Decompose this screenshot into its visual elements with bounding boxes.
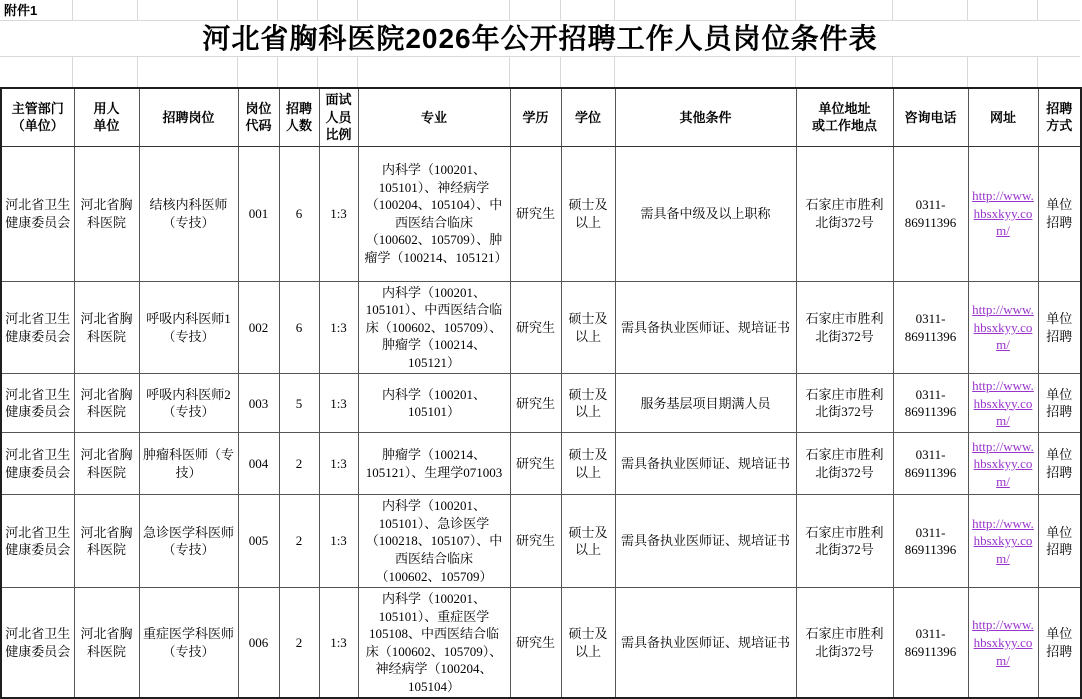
cell-address: 石家庄市胜利北街372号 (796, 588, 893, 699)
cell-employer: 河北省胸科医院 (74, 588, 139, 699)
table-row (1, 146, 1081, 281)
cell-other-requirements: 需具备执业医师证、规培证书 (615, 588, 796, 699)
cell-degree: 硕士及以上 (561, 433, 615, 495)
table-row (1, 588, 1081, 699)
cell-employer: 河北省胸科医院 (74, 374, 139, 433)
header-education: 学历 (510, 88, 561, 146)
cell-degree: 硕士及以上 (561, 281, 615, 374)
cell-supervising-department: 河北省卫生健康委员会 (1, 433, 74, 495)
header-row (1, 88, 1081, 146)
cell-supervising-department: 河北省卫生健康委员会 (1, 146, 74, 281)
cell-address: 石家庄市胜利北街372号 (796, 281, 893, 374)
cell-position: 呼吸内科医师1（专技） (139, 281, 238, 374)
cell-supervising-department: 河北省卫生健康委员会 (1, 374, 74, 433)
cell-phone: 0311-86911396 (893, 281, 968, 374)
cell-code: 005 (238, 495, 279, 588)
cell-major: 内科学（100201、105101） (358, 374, 510, 433)
cell-education: 研究生 (510, 433, 561, 495)
cell-address: 石家庄市胜利北街372号 (796, 495, 893, 588)
table-row (1, 433, 1081, 495)
website-link[interactable]: http://www.hbsxkyy.com/ (972, 438, 1034, 489)
cell-education: 研究生 (510, 374, 561, 433)
header-interview-ratio: 面试 人员 比例 (319, 88, 358, 146)
cell-major: 内科学（100201、105101）、急诊医学（100218、105107）、中西医结合临床（100602、105709） (358, 495, 510, 588)
cell-other-requirements: 需具备执业医师证、规培证书 (615, 433, 796, 495)
header-degree: 学位 (561, 88, 615, 146)
cell-major: 内科学（100201、105101）、神经病学（100204、105104）、中西医结合临床（100602、105709）、肿瘤学（100214、105121） (358, 146, 510, 281)
cell-major: 内科学（100201、105101）、中西医结合临床（100602、105709）、肿瘤学（100214、105121） (358, 281, 510, 374)
cell-other-requirements: 需具备中级及以上职称 (615, 146, 796, 281)
cell-phone: 0311-86911396 (893, 433, 968, 495)
header-supervising-department: 主管部门 （单位） (1, 88, 74, 146)
cell-employer: 河北省胸科医院 (74, 433, 139, 495)
cell-code: 003 (238, 374, 279, 433)
cell-employer: 河北省胸科医院 (74, 495, 139, 588)
cell-website (968, 433, 1038, 495)
cell-headcount: 2 (279, 433, 319, 495)
cell-position: 肿瘤科医师（专技） (139, 433, 238, 495)
cell-recruit-method: 单位招聘 (1038, 146, 1081, 281)
cell-supervising-department: 河北省卫生健康委员会 (1, 281, 74, 374)
cell-recruit-method: 单位招聘 (1038, 433, 1081, 495)
header-headcount: 招聘 人数 (279, 88, 319, 146)
header-position: 招聘岗位 (139, 88, 238, 146)
cell-headcount: 6 (279, 281, 319, 374)
cell-code: 001 (238, 146, 279, 281)
cell-website (968, 495, 1038, 588)
cell-major: 内科学（100201、105101）、重症医学105108、中西医结合临床（100602、105709）、神经病学（100204、105104） (358, 588, 510, 699)
cell-recruit-method: 单位招聘 (1038, 495, 1081, 588)
page-title: 河北省胸科医院2026年公开招聘工作人员岗位条件表 (0, 20, 1080, 57)
cell-interview-ratio: 1:3 (319, 433, 358, 495)
website-link[interactable]: http://www.hbsxkyy.com/ (972, 515, 1034, 567)
gridlines-above-table (0, 56, 1080, 87)
cell-other-requirements: 需具备执业医师证、规培证书 (615, 281, 796, 374)
cell-degree: 硕士及以上 (561, 374, 615, 433)
cell-position: 呼吸内科医师2（专技） (139, 374, 238, 433)
cell-recruit-method: 单位招聘 (1038, 281, 1081, 374)
cell-supervising-department: 河北省卫生健康委员会 (1, 588, 74, 699)
website-link[interactable]: http://www.hbsxkyy.com/ (972, 617, 1034, 668)
cell-website (968, 374, 1038, 433)
cell-supervising-department: 河北省卫生健康委员会 (1, 495, 74, 588)
cell-position: 重症医学科医师（专技） (139, 588, 238, 699)
header-employer: 用人 单位 (74, 88, 139, 146)
cell-recruit-method: 单位招聘 (1038, 588, 1081, 699)
cell-degree: 硕士及以上 (561, 146, 615, 281)
cell-education: 研究生 (510, 281, 561, 374)
header-major: 专业 (358, 88, 510, 146)
cell-degree: 硕士及以上 (561, 495, 615, 588)
cell-address: 石家庄市胜利北街372号 (796, 374, 893, 433)
header-other-requirements: 其他条件 (615, 88, 796, 146)
header-address: 单位地址 或工作地点 (796, 88, 893, 146)
cell-headcount: 2 (279, 588, 319, 699)
header-code: 岗位 代码 (238, 88, 279, 146)
cell-website (968, 281, 1038, 374)
header-website: 网址 (968, 88, 1038, 146)
website-link[interactable]: http://www.hbsxkyy.com/ (972, 188, 1034, 239)
cell-interview-ratio: 1:3 (319, 495, 358, 588)
cell-code: 002 (238, 281, 279, 374)
cell-address: 石家庄市胜利北街372号 (796, 433, 893, 495)
cell-employer: 河北省胸科医院 (74, 146, 139, 281)
cell-other-requirements: 服务基层项目期满人员 (615, 374, 796, 433)
cell-interview-ratio: 1:3 (319, 374, 358, 433)
cell-website (968, 588, 1038, 699)
positions-table (0, 87, 1082, 699)
cell-phone: 0311-86911396 (893, 146, 968, 281)
table-row (1, 281, 1081, 374)
table-row (1, 495, 1081, 588)
website-link[interactable]: http://www.hbsxkyy.com/ (972, 378, 1034, 429)
website-link[interactable]: http://www.hbsxkyy.com/ (972, 302, 1034, 353)
header-phone: 咨询电话 (893, 88, 968, 146)
cell-other-requirements: 需具备执业医师证、规培证书 (615, 495, 796, 588)
cell-employer: 河北省胸科医院 (74, 281, 139, 374)
cell-code: 004 (238, 433, 279, 495)
attachment-label: 附件1 (4, 3, 38, 18)
cell-phone: 0311-86911396 (893, 588, 968, 699)
cell-education: 研究生 (510, 495, 561, 588)
cell-address: 石家庄市胜利北街372号 (796, 146, 893, 281)
cell-phone: 0311-86911396 (893, 495, 968, 588)
cell-interview-ratio: 1:3 (319, 588, 358, 699)
cell-education: 研究生 (510, 588, 561, 699)
cell-education: 研究生 (510, 146, 561, 281)
cell-major: 肿瘤学（100214、105121）、生理学071003 (358, 433, 510, 495)
gridlines-top (0, 0, 1080, 21)
cell-website (968, 146, 1038, 281)
cell-headcount: 5 (279, 374, 319, 433)
cell-phone: 0311-86911396 (893, 374, 968, 433)
cell-interview-ratio: 1:3 (319, 146, 358, 281)
cell-headcount: 6 (279, 146, 319, 281)
cell-position: 结核内科医师（专技） (139, 146, 238, 281)
cell-headcount: 2 (279, 495, 319, 588)
cell-code: 006 (238, 588, 279, 699)
cell-position: 急诊医学科医师（专技） (139, 495, 238, 588)
cell-interview-ratio: 1:3 (319, 281, 358, 374)
cell-recruit-method: 单位招聘 (1038, 374, 1081, 433)
table-row (1, 374, 1081, 433)
header-recruit-method: 招聘 方式 (1038, 88, 1081, 146)
cell-degree: 硕士及以上 (561, 588, 615, 699)
